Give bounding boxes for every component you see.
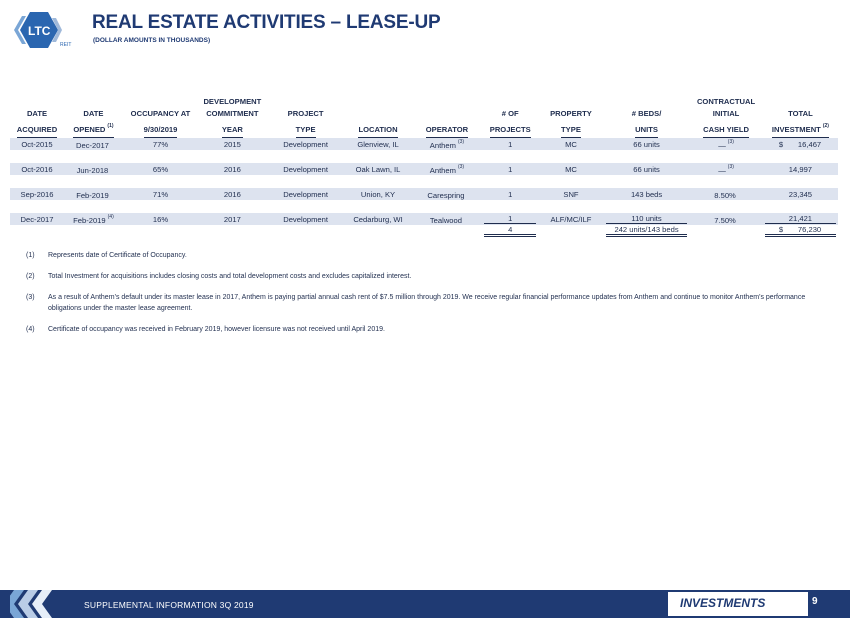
total-beds-units: 242 units/143 beds: [606, 225, 687, 237]
table-cell: [689, 225, 763, 237]
table-cell: ALF/MC/ILF: [538, 213, 604, 225]
table-cell: [482, 225, 538, 237]
hdr-proptype-1: PROPERTY: [550, 109, 592, 118]
table-cell: Carespring: [412, 188, 483, 200]
page-title: REAL ESTATE ACTIVITIES – LEASE-UP: [92, 12, 441, 33]
hdr-occ-1: OCCUPANCY AT: [130, 109, 191, 118]
footer-label: SUPPLEMENTAL INFORMATION 3Q 2019: [84, 600, 254, 610]
totals-row: [10, 225, 838, 237]
table-cell: SNF: [538, 188, 604, 200]
hdr-yield-3: CASH YIELD: [703, 124, 749, 138]
hdr-yield-2: INITIAL: [712, 109, 740, 118]
footnote: (3) As a result of Anthem’s default under its master lease in 2017, Anthem is paying partial annual cash rent of $7.5 million through 2019. We receive regular financial performance updates from Anthem and continue to monitor Anthem’s performance obligations under the master lease agreement.: [26, 294, 806, 312]
hdr-dev-1: DEVELOPMENT: [203, 97, 262, 106]
table-cell: 2016: [198, 163, 267, 175]
table-cell: Glenview, IL: [345, 138, 412, 150]
table-cell: Oct-2015: [10, 138, 64, 150]
table-row: [10, 138, 838, 150]
table-cell: Oct-2016: [10, 163, 64, 175]
footnotes: [28, 250, 828, 345]
header-row-1: [10, 96, 838, 108]
table-cell: [412, 225, 483, 237]
table-cell: 71%: [123, 188, 198, 200]
section-name: INVESTMENTS: [680, 596, 766, 610]
table-cell: Development: [267, 213, 345, 225]
table-cell: [64, 225, 123, 237]
table-cell: 66 units: [604, 163, 689, 175]
table-cell: [267, 225, 345, 237]
table-cell: 2017: [198, 213, 267, 225]
logo-subtext: REIT: [60, 42, 72, 48]
table-cell: MC: [538, 163, 604, 175]
table-cell: Tealwood: [412, 213, 483, 225]
hdr-date-open-1: DATE: [83, 109, 104, 118]
table-row: [10, 213, 838, 225]
table-cell: [10, 200, 838, 213]
footnote: (2) Total Investment for acquisitions includes closing costs and total development costs and excludes capitalized interest.: [26, 273, 412, 280]
footnote: (1) Represents date of Certificate of Occupancy.: [26, 252, 187, 259]
table-cell: Dec-2017: [64, 138, 123, 150]
table-cell: 77%: [123, 138, 198, 150]
table-cell: Dec-2017: [10, 213, 64, 225]
hdr-date-open-fn: (1): [107, 123, 114, 129]
hdr-projects-2: PROJECTS: [490, 124, 531, 138]
hdr-location: LOCATION: [358, 124, 397, 138]
hdr-date-acq-1: DATE: [26, 109, 48, 118]
table-cell: Development: [267, 138, 345, 150]
table-cell: Feb-2019: [64, 188, 123, 200]
hdr-total-fn: (2): [822, 123, 829, 129]
hdr-ptype-2: TYPE: [296, 124, 316, 138]
table-cell: [123, 225, 198, 237]
table-cell: [538, 225, 604, 237]
table-cell: 2016: [198, 188, 267, 200]
table-cell: Oak Lawn, IL: [345, 163, 412, 175]
table-cell: Union, KY: [345, 188, 412, 200]
table-cell: 23,345: [763, 188, 838, 200]
table-cell: $ 76,230: [763, 225, 838, 237]
table-cell: 1: [482, 213, 538, 225]
total-investment: 76,230: [797, 225, 822, 234]
total-projects: 4: [484, 225, 536, 237]
table-cell: [10, 150, 838, 163]
table-cell: 21,421: [763, 213, 838, 225]
table-cell: $ 16,467: [763, 138, 838, 150]
lease-up-table: [10, 96, 838, 237]
table-cell: 16%: [123, 213, 198, 225]
table-cell: 1: [482, 163, 538, 175]
hdr-total-2: INVESTMENT: [771, 125, 821, 134]
hdr-ptype-1: PROJECT: [287, 109, 324, 118]
table-cell: [604, 225, 689, 237]
hdr-proptype-2: TYPE: [561, 124, 581, 138]
table-cell: Cedarburg, WI: [345, 213, 412, 225]
table-cell: 8.50%: [689, 188, 763, 200]
table-cell: Development: [267, 163, 345, 175]
footnote: (4) Certificate of occupancy was received in February 2019, however licensure was not received until April 2019.: [26, 326, 385, 333]
table-cell: Anthem $^{(3)}$: [412, 138, 483, 150]
hdr-date-acq-2: ACQUIRED: [17, 124, 58, 138]
table-cell: Jun-2018: [64, 163, 123, 175]
table-cell: [198, 225, 267, 237]
logo-text: LTC: [28, 24, 51, 38]
table-cell: 2015: [198, 138, 267, 150]
table-cell: Anthem $^{(3)}$: [412, 163, 483, 175]
hdr-beds-1: # BEDS/: [631, 109, 662, 118]
chevron-decoration-icon: [10, 590, 70, 618]
table-cell: Development: [267, 188, 345, 200]
hdr-beds-2: UNITS: [635, 124, 658, 138]
hdr-projects-1: # OF: [501, 109, 519, 118]
hdr-dev-2: COMMITMENT: [206, 109, 259, 118]
table-cell: 1: [482, 188, 538, 200]
table-row: [10, 163, 838, 175]
table-cell: MC: [538, 138, 604, 150]
hdr-operator: OPERATOR: [426, 124, 468, 138]
hdr-total-1: TOTAL: [788, 109, 813, 118]
ltc-logo: [12, 10, 74, 50]
table-cell: 110 units: [604, 213, 689, 225]
table-cell: — $^{(3)}$: [689, 138, 763, 150]
table-cell: — $^{(3)}$: [689, 163, 763, 175]
hdr-yield-1: CONTRACTUAL: [696, 97, 756, 106]
table-cell: 1: [482, 138, 538, 150]
table-cell: 65%: [123, 163, 198, 175]
header-row-3: [10, 120, 838, 138]
table-row: [10, 188, 838, 200]
table-cell: Feb-2019 $^{(4)}$: [64, 213, 123, 225]
hdr-occ-2: 9/30/2019: [144, 124, 178, 138]
table-cell: Sep-2016: [10, 188, 64, 200]
table-cell: 143 beds: [604, 188, 689, 200]
table-cell: 66 units: [604, 138, 689, 150]
page-number: 9: [812, 596, 818, 607]
table-cell: 7.50%: [689, 213, 763, 225]
table-cell: [345, 225, 412, 237]
table-cell: [10, 175, 838, 188]
page-subtitle: (DOLLAR AMOUNTS IN THOUSANDS): [93, 37, 211, 44]
table-cell: [10, 225, 64, 237]
table-cell: 14,997: [763, 163, 838, 175]
header-row-2: [10, 108, 838, 120]
hdr-dev-3: YEAR: [222, 124, 243, 138]
hdr-date-open-2: OPENED: [73, 125, 106, 134]
